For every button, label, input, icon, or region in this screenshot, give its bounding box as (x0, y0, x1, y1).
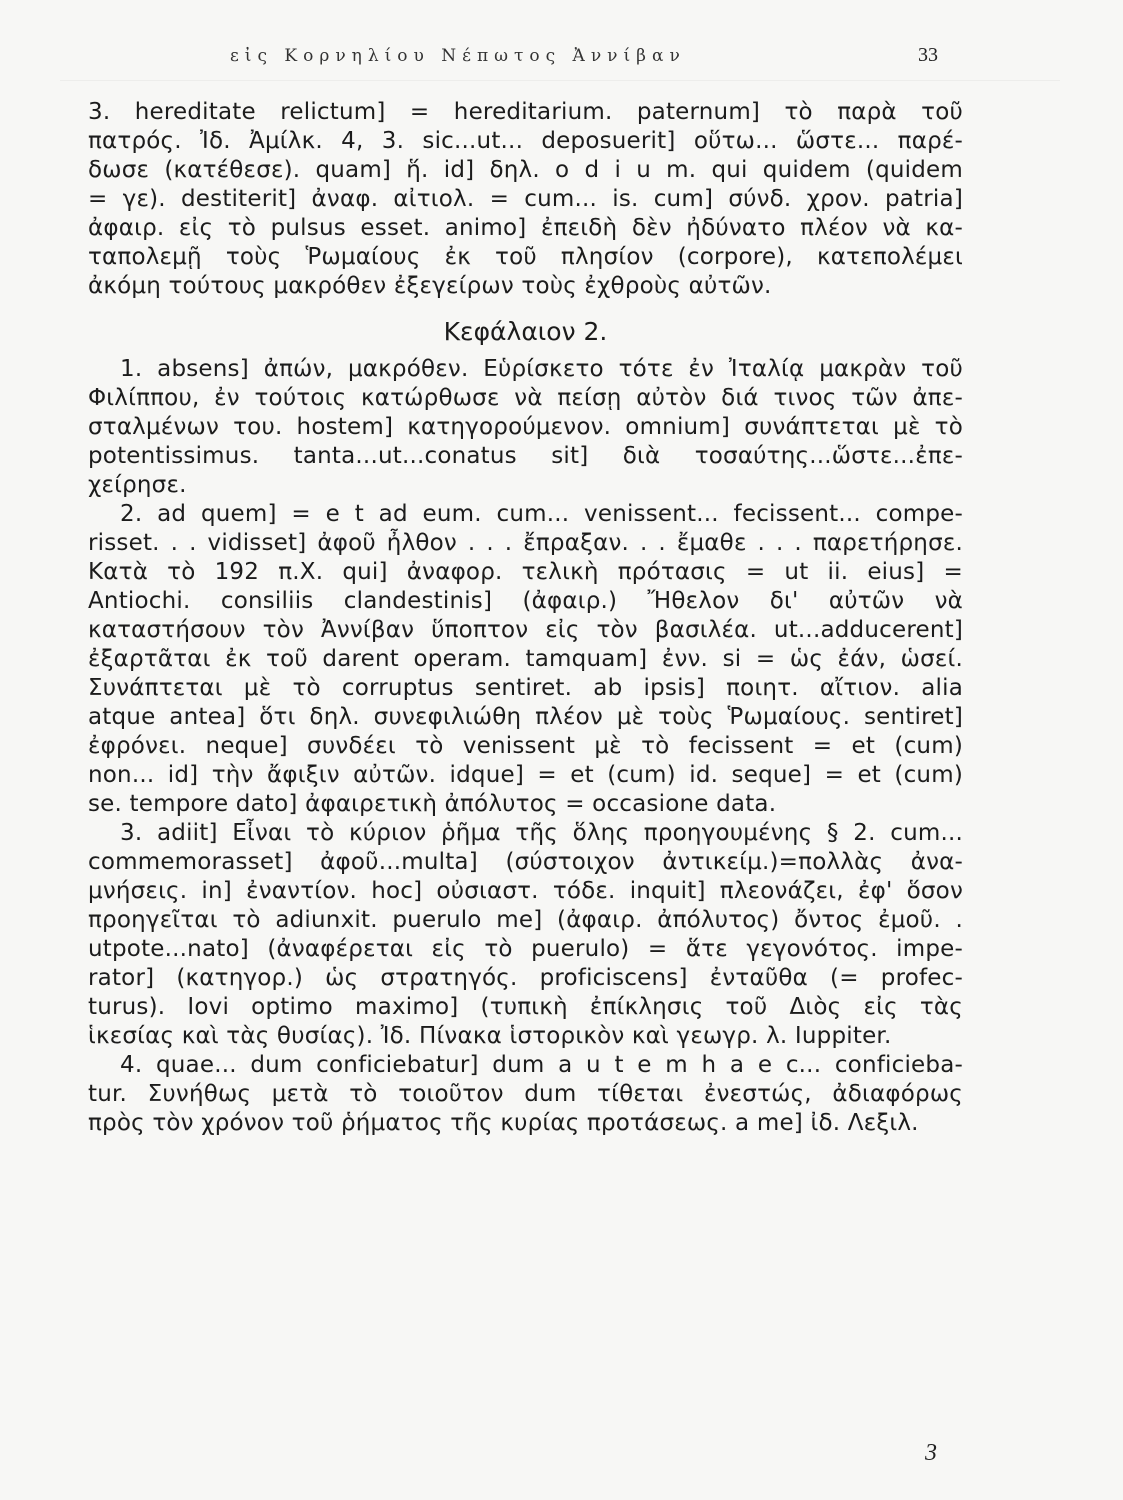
text-line: rator] (κατηγορ.) ὡς στρατηγός. proficiscens] ἐνταῦθα (= profec- (88, 965, 963, 991)
text-line: 3. adiit] Εἶναι τὸ κύριον ῥῆμα τῆς ὅλης προηγουμένης § 2. cum... (120, 820, 963, 846)
text-line: utpote...nato] (ἀναφέρεται εἰς τὸ puerulo) = ἅτε γεγονότος. impe- (88, 936, 963, 962)
section-1 (88, 98, 963, 301)
text-line: ταπολεμῇ τοὺς Ῥωμαίους ἐκ τοῦ πλησίον (corpore), κατεπολέμει (88, 244, 963, 270)
text-line: Κατὰ τὸ 192 π.Χ. qui] ἀναφορ. τελικὴ πρότασις = ut ii. eius] = (88, 559, 963, 585)
text-line: 3. hereditate relictum] = hereditarium. paternum] τὸ παρὰ τοῦ (88, 99, 963, 125)
text-line: se. tempore dato] ἀφαιρετικὴ ἀπόλυτος = occasione data. (88, 791, 777, 817)
text-line: προηγεῖται τὸ adiunxit. puerulo me] (ἀφαιρ. ἀπόλυτος) ὄντος ἐμοῦ. . (88, 907, 963, 933)
page-number: 33 (918, 44, 938, 66)
signature-mark: 3 (925, 1440, 937, 1466)
page-shadow (60, 80, 1060, 81)
page-body (88, 98, 963, 1138)
text-line: Φιλίππου, ἐν τούτοις κατώρθωσε νὰ πείσῃ αὐτὸν διά τινος τῶν ἀπε- (88, 385, 963, 411)
text-line: χείρησε. (88, 472, 187, 498)
text-line: ἀφαιρ. εἰς τὸ pulsus esset. animo] ἐπειδὴ δὲν ἠδύνατο πλέον νὰ κα- (88, 215, 963, 241)
chapter-heading: Κεφάλαιον 2. (443, 317, 608, 346)
text-line: 4. quae... dum conficiebatur] dum a u t e m h a e c... conficieba- (120, 1052, 963, 1078)
running-title: εἰς Κορνηλίου Νέπωτος Ἀννίβαν (230, 46, 686, 66)
text-line: 1. absens] ἀπών, μακρόθεν. Εὑρίσκετο τότε ἐν Ἰταλίᾳ μακρὰν τοῦ (120, 356, 963, 382)
text-line: Συνάπτεται μὲ τὸ corruptus sentiret. ab ipsis] ποιητ. αἴτιον. alia (88, 675, 963, 701)
text-line: σταλμένων του. hostem] κατηγορούμενον. omnium] συνάπτεται μὲ τὸ (88, 414, 963, 440)
text-line: ἐξαρτᾶται ἐκ τοῦ darent operam. tamquam] ἐνν. si = ὡς ἐάν, ὡσεί. (88, 646, 963, 672)
section-2 (88, 355, 963, 1138)
text-line: πατρός. Ἰδ. Ἀμίλκ. 4, 3. sic...ut... deposuerit] οὕτω... ὥστε... παρέ- (88, 128, 963, 154)
text-line: tur. Συνήθως μετὰ τὸ τοιοῦτον dum τίθεται ἐνεστώς, ἀδιαφόρως (88, 1081, 963, 1107)
text-line: ἐφρόνει. neque] συνδέει τὸ venissent μὲ τὸ fecissent = et (cum) (88, 733, 963, 759)
text-line: commemorasset] ἀφοῦ...multa] (σύστοιχον ἀντικείμ.)=πολλὰς ἀνα- (88, 849, 963, 875)
text-line: Antiochi. consiliis clandestinis] (ἀφαιρ.) Ἤθελον δι' αὐτῶν νὰ (88, 588, 963, 614)
text-line: turus). Iovi optimo maximo] (τυπικὴ ἐπίκλησις τοῦ Διὸς εἰς τὰς (88, 994, 963, 1020)
text-line: atque antea] ὅτι δηλ. συνεφιλιώθη πλέον μὲ τοὺς Ῥωμαίους. sentiret] (88, 704, 963, 730)
text-line: μνήσεις. in] ἐναντίον. hoc] οὐσιαστ. τόδε. inquit] πλεονάζει, ἐφ' ὅσον (88, 878, 963, 904)
text-line: δωσε (κατέθεσε). quam] ἥ. id] δηλ. o d i u m. qui quidem (quidem (88, 157, 963, 183)
text-line: risset. . . vidisset] ἀφοῦ ἦλθον . . . ἔπραξαν. . . ἔμαθε . . . παρετήρησε. (88, 530, 963, 556)
text-line: πρὸς τὸν χρόνον τοῦ ῥήματος τῆς κυρίας προτάσεως. a me] ἰδ. Λεξιλ. (88, 1110, 919, 1136)
text-line: ἱκεσίας καὶ τὰς θυσίας). Ἰδ. Πίνακα ἱστορικὸν καὶ γεωγρ. λ. Iuppiter. (88, 1023, 892, 1049)
text-line: non... id] τὴν ἄφιξιν αὐτῶν. idque] = et (cum) id. seque] = et (cum) (88, 762, 963, 788)
text-line: potentissimus. tanta...ut...conatus sit] διὰ τοσαύτης...ὥστε...ἐπε- (88, 443, 963, 469)
text-line: καταστήσουν τὸν Ἀννίβαν ὕποπτον εἰς τὸν βασιλέα. ut...adducerent] (88, 617, 963, 643)
text-line: 2. ad quem] = e t ad eum. cum... venissent... fecissent... compe- (120, 501, 963, 527)
text-line: = γε). destiterit] ἀναφ. αἰτιολ. = cum... is. cum] σύνδ. χρον. patria] (88, 186, 963, 212)
text-line: ἀκόμη τούτους μακρόθεν ἐξεγείρων τοὺς ἐχθροὺς αὐτῶν. (88, 273, 772, 299)
